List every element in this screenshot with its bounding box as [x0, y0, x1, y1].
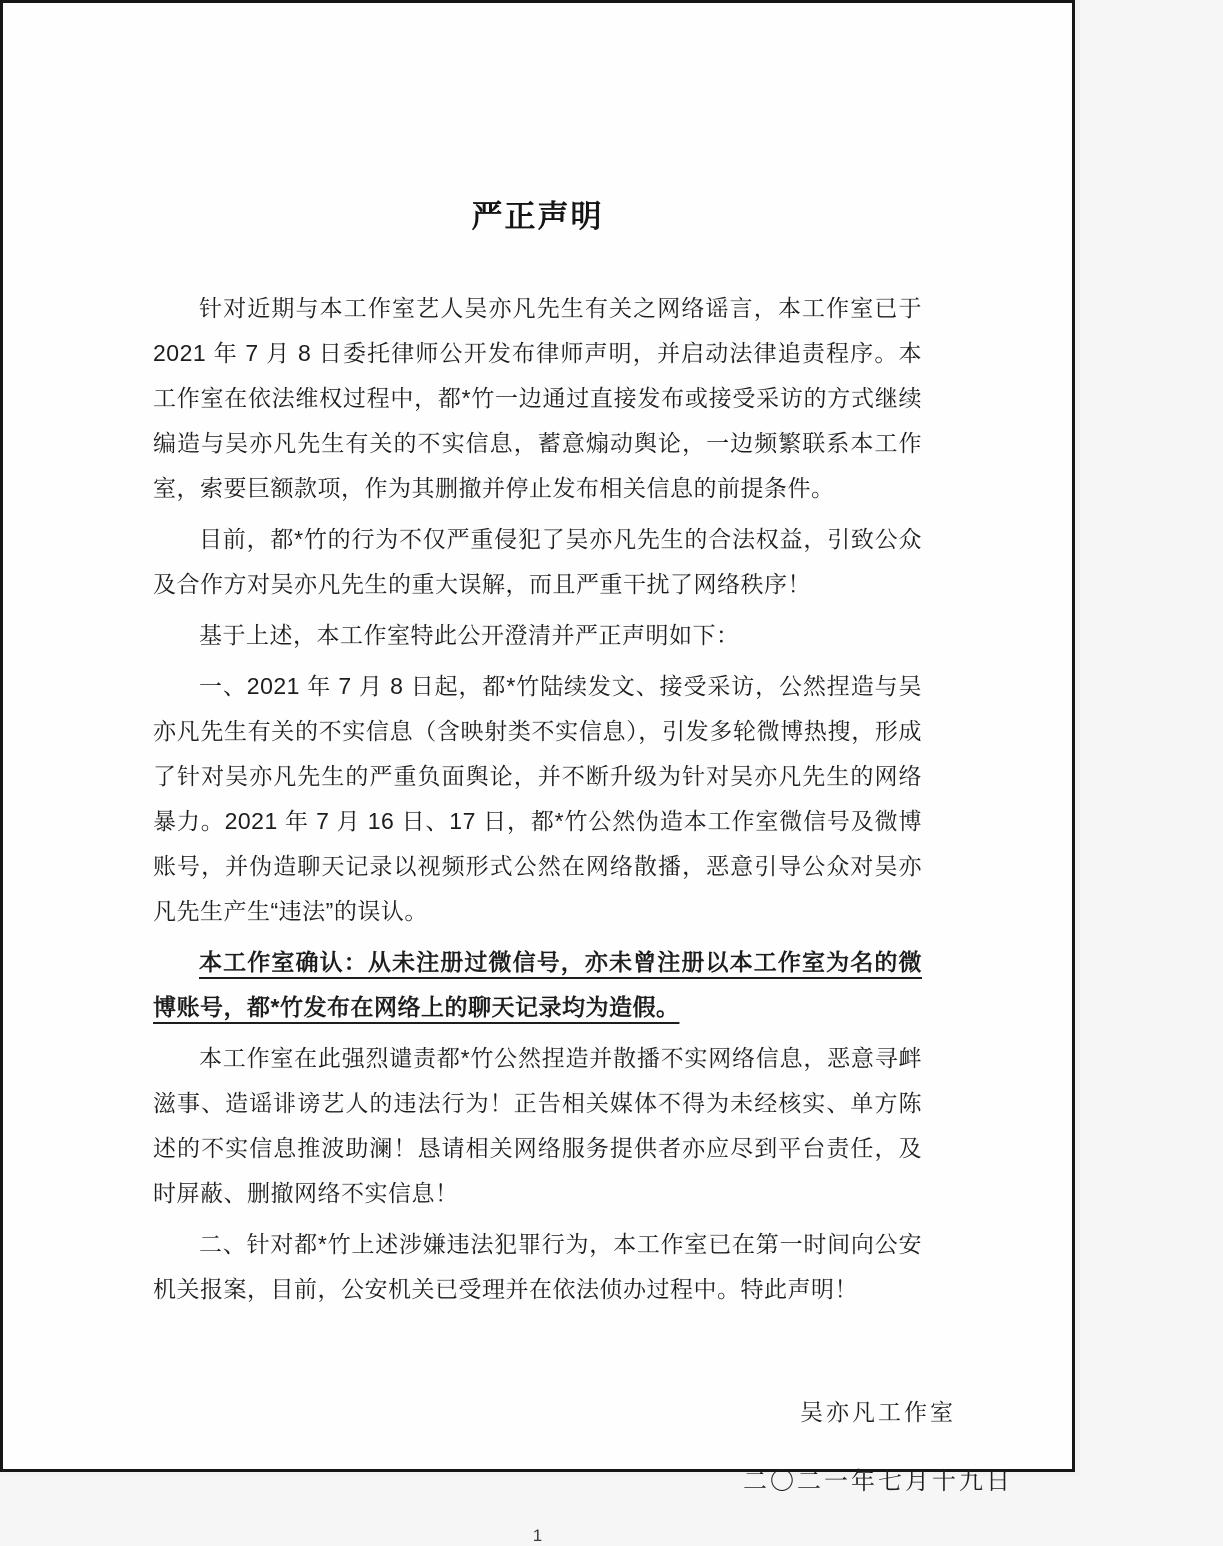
statement-title: 严正声明: [471, 199, 604, 234]
statement-paragraph: 本工作室确认：从未注册过微信号，亦未曾注册以本工作室为名的微博账号，都*竹发布在网络上的聊天记录均为造假。: [153, 949, 922, 1020]
statement-paragraph: 针对近期与本工作室艺人吴亦凡先生有关之网络谣言，本工作室已于 2021 年 7 月 8 日委托律师公开发布律师声明，并启动法律追责程序。本工作室在依法维权过程中，都*竹一边通过直接发布或接受采访的方式继续编造与吴亦凡先生有关的不实信息，蓄意煽动舆论，一边频繁联系本工作室，索要巨额款项，作为其删撤并停止发布相关信息的前提条件。: [153, 295, 922, 501]
statement-paragraph: 一、2021 年 7 月 8 日起，都*竹陆续发文、接受采访，公然捏造与吴亦凡先生有关的不实信息（含映射类不实信息），引发多轮微博热搜，形成了针对吴亦凡先生的严重负面舆论，并不断升级为针对吴亦凡先生的网络暴力。2021 年 7 月 16 日、17 日，都*竹公然伪造本工作室微信号及微博账号，并伪造聊天记录以视频形式公然在网络散播，恶意引导公众对吴亦凡先生产生“违法”的误认。: [153, 673, 922, 924]
page-number: 1: [532, 1526, 543, 1545]
statement-body: [153, 286, 922, 1312]
signature-name: 吴亦凡工作室: [800, 1399, 956, 1425]
signature-date: 二〇二一年七月十九日: [743, 1468, 1013, 1495]
statement-paragraph: 基于上述，本工作室特此公开澄清并严正声明如下：: [199, 622, 740, 648]
statement-paragraph: 二、针对都*竹上述涉嫌违法犯罪行为，本工作室已在第一时间向公安机关报案，目前，公安机关已受理并在依法侦办过程中。特此声明！: [153, 1231, 922, 1302]
signature-block: [533, 1394, 1223, 1496]
statement-paragraph: 目前，都*竹的行为不仅严重侵犯了吴亦凡先生的合法权益，引致公众及合作方对吴亦凡先生的重大误解，而且严重干扰了网络秩序！: [153, 526, 922, 597]
document-content: [3, 191, 1072, 1546]
statement-paragraph: 本工作室在此强烈谴责都*竹公然捏造并散播不实网络信息，恶意寻衅滋事、造谣诽谤艺人的违法行为！正告相关媒体不得为未经核实、单方陈述的不实信息推波助澜！恳请相关网络服务提供者亦应尽到平台责任，及时屏蔽、删撤网络不实信息！: [153, 1045, 922, 1206]
